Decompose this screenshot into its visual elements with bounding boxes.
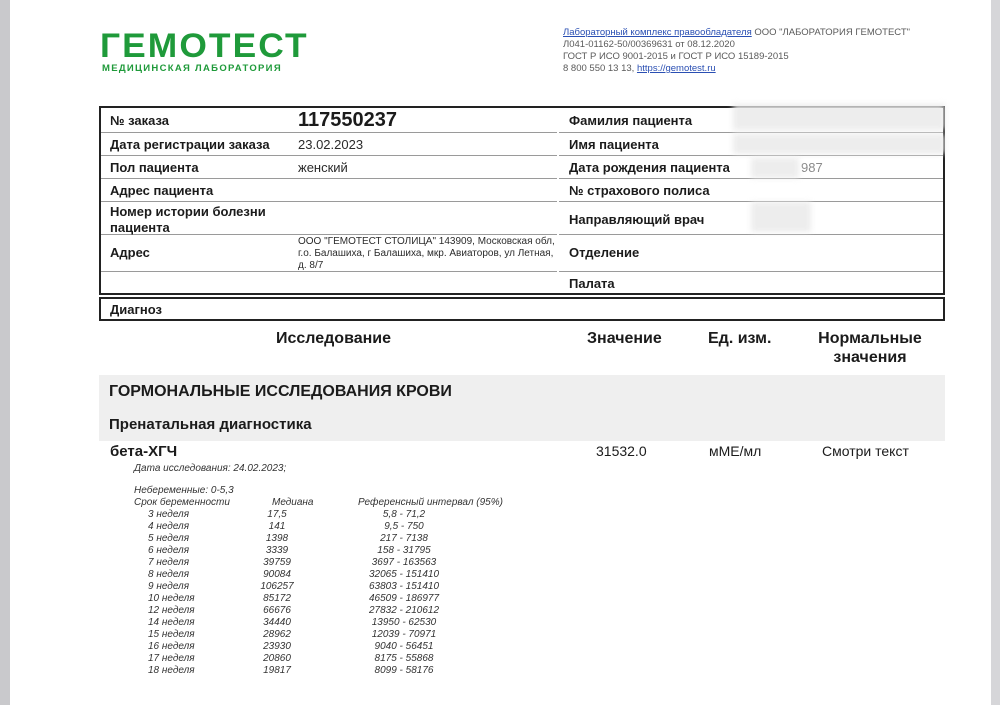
row-divider [559,132,943,133]
birth-date-label: Дата рождения пациента [569,160,730,175]
ref-median: 19817 [263,665,291,676]
ref-median: 34440 [263,617,291,628]
license-line: Л041-01162-50/00369631 от 08.12.2020 [563,39,735,50]
test-unit: мМЕ/мл [709,443,762,459]
phone: 8 800 550 13 13, [563,63,637,74]
row-divider [559,234,943,235]
ref-week: 18 неделя [148,665,195,676]
diagnosis-label: Диагноз [110,302,162,317]
ref-week: 16 неделя [148,641,195,652]
row-divider [559,271,943,272]
ref-week: 6 неделя [148,545,190,556]
ref-range: 9,5 - 750 [384,521,424,532]
reference-row [134,509,554,521]
logo-tagline: МЕДИЦИНСКАЯ ЛАБОРАТОРИЯ [102,63,282,74]
reference-row [134,641,554,653]
ref-median: 17,5 [267,509,287,520]
surname-label: Фамилия пациента [569,113,693,128]
column-study: Исследование [276,330,391,347]
ref-median: 141 [268,521,286,532]
ref-range: 63803 - 151410 [368,581,440,592]
row-divider [559,155,943,156]
reg-date: 23.02.2023 [298,137,364,152]
column-unit: Ед. изм. [708,330,772,347]
test-normal: Смотри текст [822,443,909,459]
ref-median: 106257 [260,581,294,592]
row-divider [101,178,557,179]
gemotest-logo [100,27,309,74]
reference-row [134,557,554,569]
order-number: 117550237 [298,109,398,131]
reference-row [134,533,554,545]
column-normal-line1: Нормальные [818,330,922,347]
ref-week: 3 неделя [148,509,190,520]
ref-col-interval: Референсный интервал (95%) [358,497,503,508]
ref-week: 5 неделя [148,533,190,544]
section-hormonal [99,375,945,441]
name-label: Имя пациента [569,137,659,152]
ref-range: 5,8 - 71,2 [382,509,426,520]
ref-range: 27832 - 210612 [368,605,440,616]
column-normal-line2: значения [833,349,907,366]
lab-owner: ООО "ЛАБОРАТОРИЯ ГЕМОТЕСТ" [751,27,910,38]
ref-col-median: Медиана [272,497,314,508]
test-value: 31532.0 [596,443,647,459]
birth-date-value: 987 [801,160,823,175]
ref-median: 1398 [265,533,289,544]
ref-range: 158 - 31795 [377,545,431,556]
ref-range: 3697 - 163563 [371,557,437,568]
ref-median: 23930 [263,641,291,652]
ref-range: 46509 - 186977 [368,593,440,604]
test-name: бета-ХГЧ [110,443,178,460]
ref-median: 3339 [265,545,289,556]
ward-label: Палата [569,276,615,291]
logo-name: ГЕМОТЕСТ [100,27,309,65]
address-label: Адрес [110,245,150,260]
policy-label: № страхового полиса [569,183,710,198]
row-divider [101,132,557,133]
ref-week: 14 неделя [148,617,195,628]
section-subtitle: Пренатальная диагностика [109,416,312,433]
row-divider [101,201,557,202]
sex-value: женский [298,160,348,175]
history-number-label [110,204,266,236]
right-edge [991,0,1000,705]
lab-info [563,27,910,75]
ref-median: 28962 [263,629,291,640]
reference-row [134,581,554,593]
ref-week: 8 неделя [148,569,190,580]
ref-range: 217 - 7138 [380,533,428,544]
ref-range: 12039 - 70971 [371,629,437,640]
ref-week: 10 неделя [148,593,195,604]
row-divider [101,155,557,156]
department-label: Отделение [569,245,640,260]
ref-week: 15 неделя [148,629,195,640]
ref-median: 66676 [263,605,291,616]
ref-week: 4 неделя [148,521,190,532]
ref-week: 12 неделя [148,605,195,616]
redaction-doctor [751,202,811,232]
reference-row [134,605,554,617]
column-value: Значение [587,330,662,347]
reference-row [134,617,554,629]
ref-range: 13950 - 62530 [371,617,437,628]
history-label-line1: Номер истории болезни [110,204,266,219]
redaction-surname [733,104,945,130]
ref-range: 32065 - 151410 [368,569,440,580]
referring-doctor-label: Направляющий врач [569,212,705,227]
sex-label: Пол пациента [110,160,199,175]
history-label-line2: пациента [110,220,170,235]
ref-range: 8175 - 55868 [374,653,434,664]
reference-row [134,569,554,581]
website-link[interactable]: https://gemotest.ru [636,63,716,74]
redaction-name [733,134,945,154]
address-value: ООО "ГЕМОТЕСТ СТОЛИЦА" 143909, Московская обл, г.о. Балашиха, г Балашиха, мкр. Авиаторов, ул Летная, д. 8/7 [298,236,555,271]
left-edge [0,0,10,705]
ref-range: 8099 - 58176 [374,665,434,676]
reference-row [134,629,554,641]
ref-median: 20860 [263,653,291,664]
lab-complex-link[interactable]: Лабораторный комплекс правообладателя [563,27,752,38]
order-number-label: № заказа [110,113,170,128]
section-title: ГОРМОНАЛЬНЫЕ ИССЛЕДОВАНИЯ КРОВИ [109,383,452,400]
ref-week: 9 неделя [148,581,190,592]
reference-row [134,521,554,533]
diagnosis-box [99,297,945,321]
ref-median: 85172 [263,593,291,604]
reference-row [134,545,554,557]
reference-row [134,653,554,665]
patient-info-table [99,106,945,295]
non-pregnant-range: Небеременные: 0-5,3 [134,485,234,496]
ref-median: 90084 [263,569,291,580]
patient-address-label: Адрес пациента [110,183,214,198]
redaction-birth [751,158,799,178]
reference-row [134,665,554,677]
ref-week: 17 неделя [148,653,195,664]
gost-line: ГОСТ Р ИСО 9001-2015 и ГОСТ Р ИСО 15189-2015 [563,51,789,62]
reference-row [134,593,554,605]
column-normal [808,329,932,367]
ref-range: 9040 - 56451 [374,641,434,652]
ref-week: 7 неделя [148,557,190,568]
study-date: Дата исследования: 24.02.2023; [134,463,287,474]
reg-date-label: Дата регистрации заказа [110,137,270,152]
row-divider [559,178,943,179]
ref-median: 39759 [263,557,291,568]
ref-col-term: Срок беременности [134,497,230,508]
